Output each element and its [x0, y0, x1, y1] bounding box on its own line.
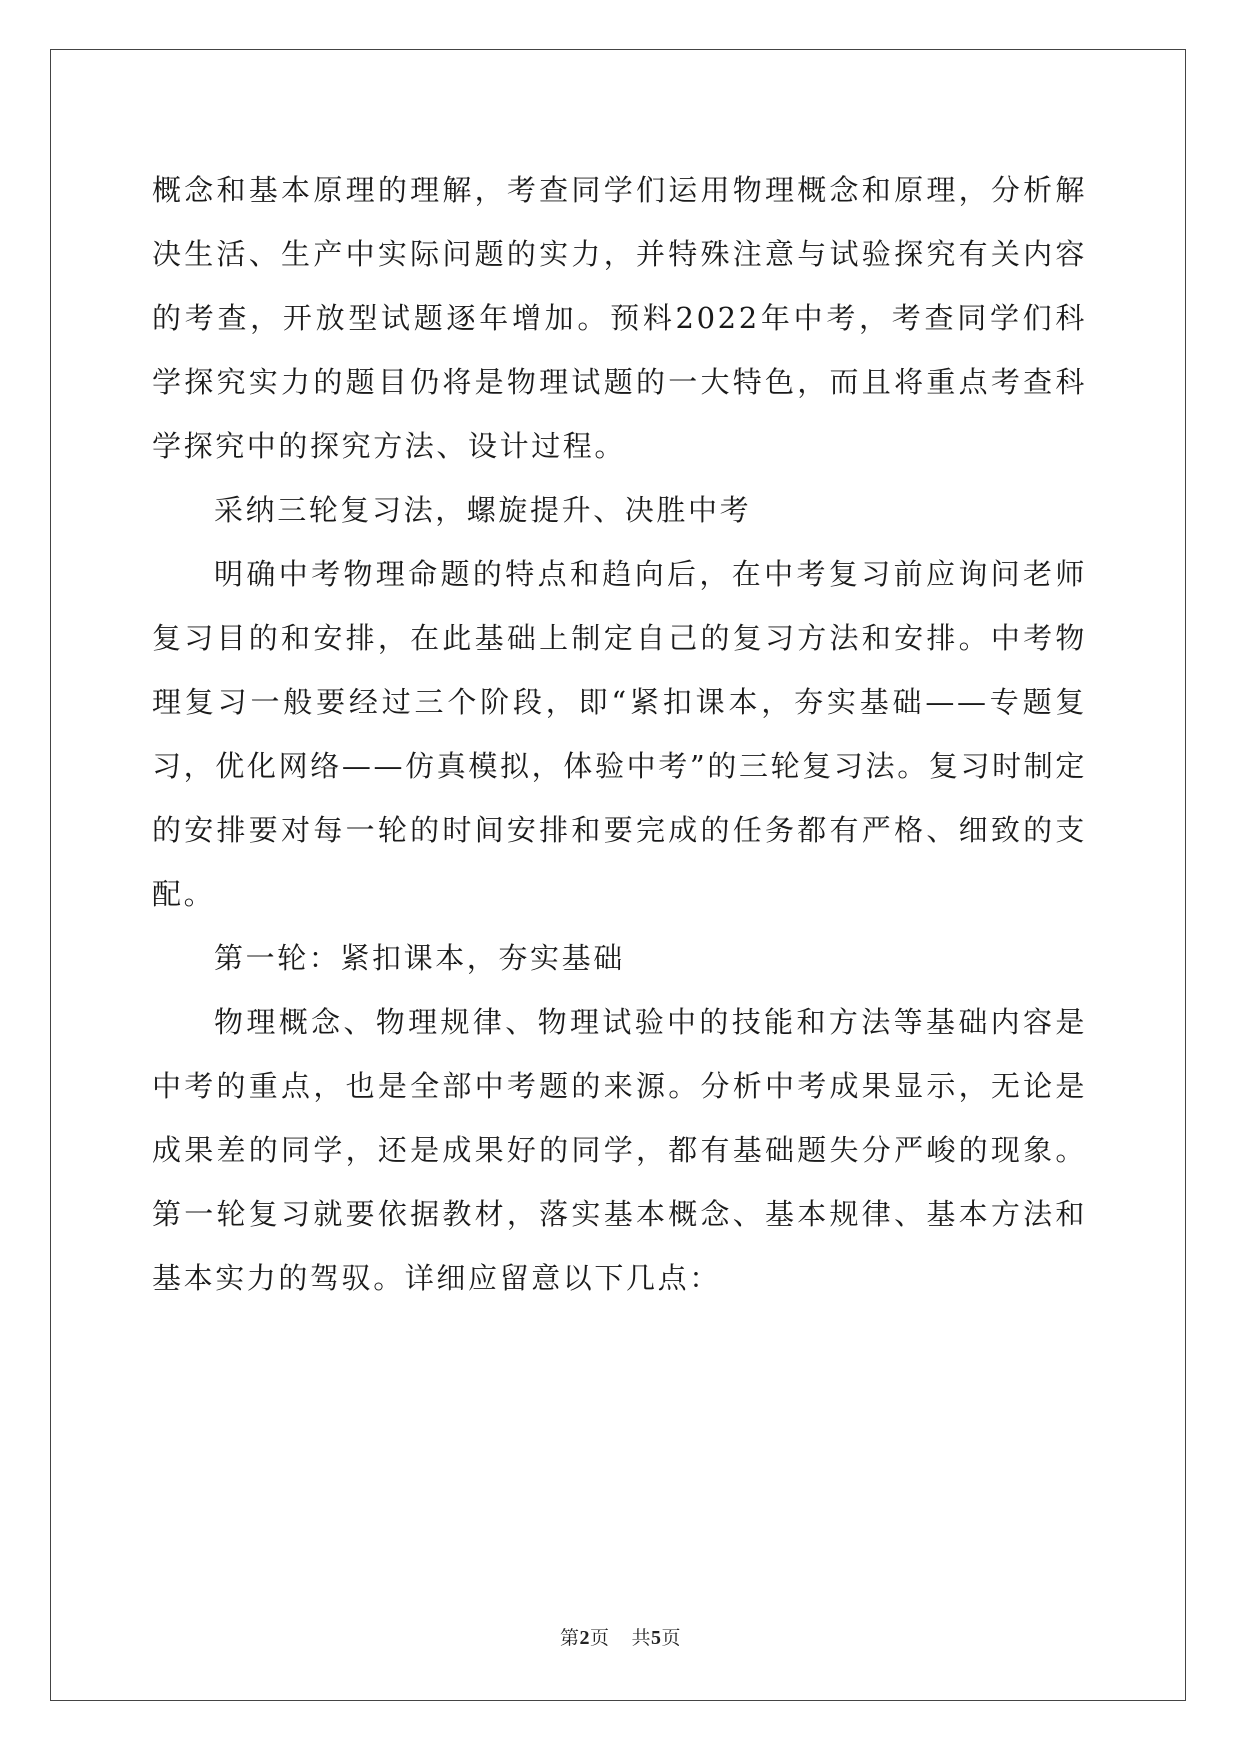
footer-page-suffix: 页: [589, 1627, 610, 1649]
section-heading-three-rounds: 采纳三轮复习法，螺旋提升、决胜中考: [214, 493, 752, 527]
paragraph-review-plan: 明确中考物理命题的特点和趋向后，在中考复习前应询问老师复习目的和安排，在此基础上制定自己的复习方法和安排。中考物理复习一般要经过三个阶段，即“紧扣课本，夯实基础——专题复习，优化网络——仿真模拟，体验中考”的三轮复习法。复习时制定的安排要对每一轮的时间安排和要完成的任务都有严格、细致的支配。: [152, 557, 1087, 911]
footer-total-prefix: 共: [631, 1627, 652, 1649]
current-page-number: 2: [579, 1627, 590, 1649]
footer-total-suffix: 页: [661, 1627, 682, 1649]
footer-prefix: 第: [559, 1627, 580, 1649]
paragraph-basics: 物理概念、物理规律、物理试验中的技能和方法等基础内容是中考的重点，也是全部中考题的来源。分析中考成果显示，无论是成果差的同学，还是成果好的同学，都有基础题失分严峻的现象。第一轮复习就要依据教材，落实基本概念、基本规律、基本方法和基本实力的驾驭。详细应留意以下几点：: [152, 1005, 1087, 1295]
document-body: [152, 158, 1087, 1310]
total-pages-number: 5: [651, 1627, 662, 1649]
paragraph-continued: 概念和基本原理的理解，考查同学们运用物理概念和原理，分析解决生活、生产中实际问题的实力，并特殊注意与试验探究有关内容的考查，开放型试题逐年增加。预料2022年中考，考查同学们科学探究实力的题目仍将是物理试题的一大特色，而且将重点考查科学探究中的探究方法、设计过程。: [152, 173, 1087, 463]
page-footer: [0, 1623, 1241, 1650]
section-heading-first-round: 第一轮：紧扣课本，夯实基础: [214, 941, 625, 975]
